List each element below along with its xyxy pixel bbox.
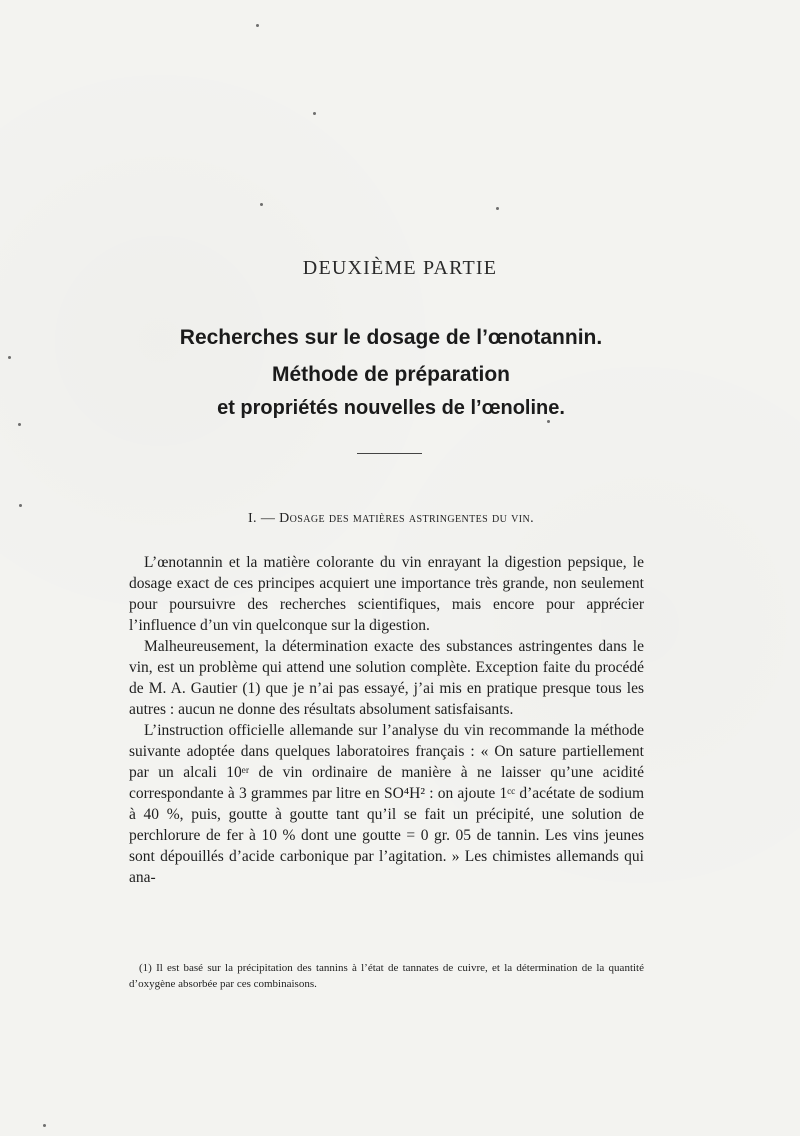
heading-divider: [357, 453, 422, 454]
print-speck: [260, 203, 263, 206]
paragraph-3: L’instruction officielle allemande sur l’analyse du vin recommande la méthode suivante adoptée dans quelques laboratoires français : « On sature partiellement par un alcali 10ᵉʳ de vin ordinaire de manière à ne laisser qu’une acidité correspondante à 3 grammes par litre en SO⁴H² : on ajoute 1ᶜᶜ d’acétate de sodium à 40 %, puis, goutte à goutte tant qu’il se fait un précipité, une solution de perchlorure de fer à 10 % dont une goutte = 0 gr. 05 de tannin. Les vins jeunes sont dépouillés d’acide carbonique par l’agitation. » Les chimistes allemands qui ana-: [129, 722, 644, 886]
print-speck: [313, 112, 316, 115]
print-speck: [18, 423, 21, 426]
print-speck: [496, 207, 499, 210]
footnote: (1) Il est basé sur la précipitation des tannins à l’état de tannates de cuivre, et la détermination de la quantité d’oxygène absorbée par ces combinaisons.: [129, 962, 644, 990]
print-speck: [19, 504, 22, 507]
main-heading-line-1: Recherches sur le dosage de l’œnotannin.: [179, 326, 603, 349]
print-speck: [256, 24, 259, 27]
section-number: I. —: [247, 511, 276, 526]
main-heading-line-2: Méthode de préparation: [271, 363, 511, 386]
paragraph-2: Malheureusement, la détermination exacte des substances astringentes dans le vin, est un problème qui attend une solution complète. Exception faite du procédé de M. A. Gautier (1) que je n’ai pas essayé, j’ai mis en pratique presque tous les autres : aucun ne donne des résultats absolument satisfaisants.: [129, 638, 644, 718]
print-speck: [8, 356, 11, 359]
main-heading-line-3: et propriétés nouvelles de l’œnoline.: [217, 397, 565, 419]
print-speck: [547, 420, 550, 423]
print-speck: [43, 1124, 46, 1127]
section-title: Dosage des matières astringentes du vin.: [279, 511, 535, 526]
paragraph-1: L’œnotannin et la matière colorante du vin enrayant la digestion pepsique, le dosage exact de ces principes acquiert une importance très grande, non seulement pour poursuivre des recherches scientifiques, mais encore pour apprécier l’influence d’un vin quelconque sur la digestion.: [129, 554, 644, 634]
body-text: [129, 552, 644, 888]
part-title: DEUXIÈME PARTIE: [302, 257, 498, 279]
section-heading: [0, 511, 782, 527]
